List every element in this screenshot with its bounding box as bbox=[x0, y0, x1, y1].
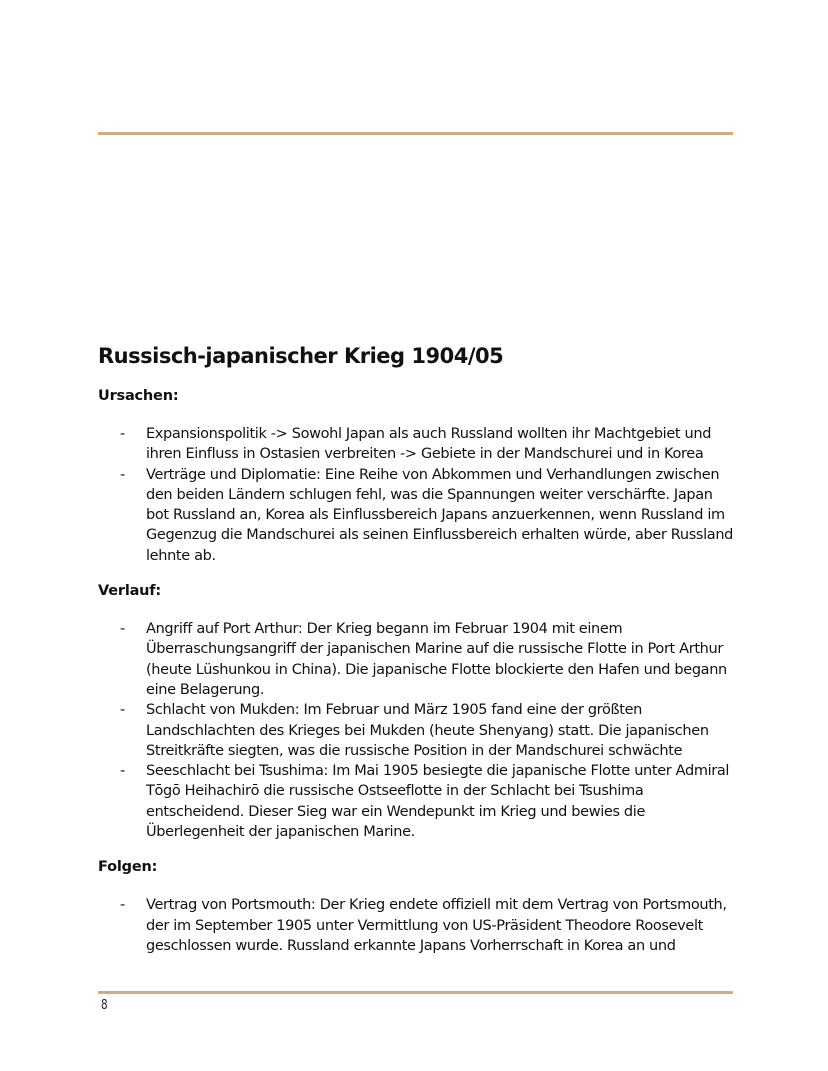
bullet-dash: - bbox=[120, 621, 125, 638]
bullet-dash: - bbox=[120, 897, 125, 914]
section-heading-consequences: Folgen: bbox=[98, 859, 158, 876]
list-item-text: Verträge und Diplomatie: Eine Reihe von Abkommen und Verhandlungen zwischen den beiden Ländern schlugen fehl, was die Spannungen weiter verschärfte. Japan bot Russland an, Korea als Einflussbereich Japans anzuerkennen, wenn Russland im Gegenzug die Mandschurei als seinen Einflussbereich erhalten würde, aber Russland lehnte ab. bbox=[146, 466, 734, 564]
page-number: 8 bbox=[101, 998, 108, 1013]
bullet-dash: - bbox=[120, 702, 125, 719]
causes-list bbox=[98, 424, 738, 566]
list-item bbox=[98, 619, 738, 700]
section-course bbox=[98, 581, 738, 842]
list-item bbox=[98, 761, 738, 842]
list-item-text: Seeschlacht bei Tsushima: Im Mai 1905 besiegte die japanische Flotte unter Admiral Tōgō Heihachirō die russische Ostseeflotte in der Schlacht bei Tsushima entscheidend. Dieser Sieg war ein Wendepunkt im Krieg und bewies die Überlegenheit der japanischen Marine. bbox=[146, 763, 730, 841]
document-body bbox=[98, 342, 738, 956]
bullet-dash: - bbox=[120, 466, 125, 483]
bullet-dash: - bbox=[120, 426, 125, 442]
consequences-list bbox=[98, 895, 738, 956]
section-consequences bbox=[98, 857, 738, 956]
list-item bbox=[98, 424, 738, 465]
list-item bbox=[98, 465, 738, 566]
list-item-text: Angriff auf Port Arthur: Der Krieg begann im Februar 1904 mit einem Überraschungsangriff der japanischen Marine auf die russische Flotte in Port Arthur (heute Lüshunkou in China). Die japanische Flotte blockierte den Hafen und begann eine Belagerung. bbox=[146, 621, 727, 698]
list-item-text: Expansionspolitik -> Sowohl Japan als auch Russland wollten ihr Machtgebiet und ihren Einfluss in Ostasien verbreiten -> Gebiete in der Mandschurei und in Korea bbox=[146, 426, 712, 463]
section-heading-causes: Ursachen: bbox=[98, 388, 179, 404]
course-list bbox=[98, 619, 738, 842]
section-heading-course: Verlauf: bbox=[98, 583, 161, 600]
list-item bbox=[98, 700, 738, 761]
section-causes bbox=[98, 386, 738, 566]
list-item bbox=[98, 895, 738, 956]
bullet-dash: - bbox=[120, 763, 125, 780]
footer-divider bbox=[98, 991, 733, 994]
list-item-text: Vertrag von Portsmouth: Der Krieg endete offiziell mit dem Vertrag von Portsmouth, der im September 1905 unter Vermittlung von US-Präsident Theodore Roosevelt geschlossen wurde. Russland erkannte Japans Vorherrschaft in Korea an und bbox=[146, 897, 727, 954]
header-divider bbox=[98, 132, 733, 135]
page-title: Russisch-japanischer Krieg 1904/05 bbox=[98, 344, 504, 368]
list-item-text: Schlacht von Mukden: Im Februar und März 1905 fand eine der größten Landschlachten des Krieges bei Mukden (heute Shenyang) statt. Die japanischen Streitkräfte siegten, was die russische Position in der Mandschurei schwächte bbox=[146, 702, 709, 759]
